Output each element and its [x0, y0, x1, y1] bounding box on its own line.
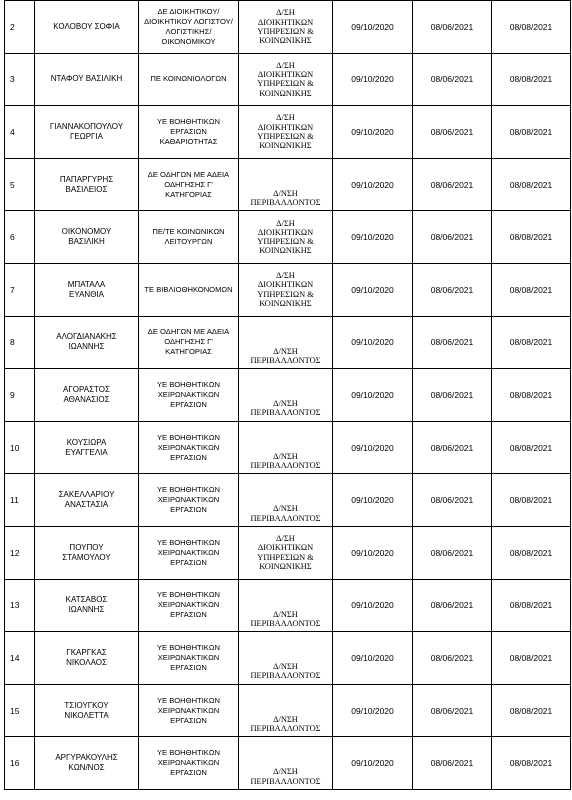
staff-table [4, 0, 571, 790]
row-number: 9 [10, 389, 15, 400]
row-number-cell [5, 474, 35, 527]
date-2-cell [413, 1, 492, 54]
date-1: 09/10/2020 [351, 442, 394, 453]
specialty-cell [139, 737, 239, 790]
name-cell [35, 106, 139, 159]
department-cell [239, 421, 333, 474]
department: Δ/ΣΗ ΔΙΟΙΚΗΤΙΚΩΝ ΥΠΗΡΕΣΙΩΝ & ΚΟΙΝΩΝΙΚΗΣ [257, 534, 314, 572]
date-1-cell [333, 579, 413, 632]
employee-name: ΑΡΓΥΡΑΚΟΥΛΗΣ ΚΩΝ/ΝΟΣ [55, 753, 118, 773]
specialty: ΔΕ ΟΔΗΓΩΝ ΜΕ ΑΔΕΙΑ ΟΔΗΓΗΣΗΣ Γ' ΚΑΤΗΓΟΡΙΑΣ [147, 169, 230, 199]
date-2-cell [413, 684, 492, 737]
department: Δ/ΝΣΗ ΠΕΡΙΒΑΛΛΟΝΤΟΣ [250, 346, 321, 365]
date-2: 08/06/2021 [430, 652, 474, 663]
name-cell [35, 316, 139, 369]
date-2: 08/06/2021 [430, 232, 474, 243]
specialty: ΥΕ ΒΟΗΘΗΤΙΚΩΝ ΧΕΙΡΩΝΑΚΤΙΚΩΝ ΕΡΓΑΣΙΩΝ [156, 537, 221, 567]
row-number: 8 [10, 337, 15, 348]
department-cell [239, 369, 333, 422]
department-cell [239, 211, 333, 264]
employee-name: ΣΑΚΕΛΛΑΡΙΟΥ ΑΝΑΣΤΑΣΙΑ [58, 490, 115, 510]
specialty-cell [139, 158, 239, 211]
date-3-cell [492, 1, 571, 54]
date-3-cell [492, 316, 571, 369]
row-number: 4 [10, 126, 15, 137]
specialty-cell [139, 106, 239, 159]
specialty-cell [139, 579, 239, 632]
date-1-cell [333, 316, 413, 369]
row-number-cell [5, 421, 35, 474]
date-3: 08/08/2021 [509, 232, 553, 243]
specialty-cell [139, 474, 239, 527]
name-cell [35, 1, 139, 54]
employee-name: ΤΣΙΟΥΓΚΟΥ ΝΙΚΟΛΕΤΤΑ [64, 700, 109, 720]
table-row [5, 158, 571, 211]
row-number: 2 [10, 21, 15, 32]
department: Δ/ΝΣΗ ΠΕΡΙΒΑΛΛΟΝΤΟΣ [250, 609, 321, 628]
date-3-cell [492, 211, 571, 264]
specialty: ΔΕ ΟΔΗΓΩΝ ΜΕ ΑΔΕΙΑ ΟΔΗΓΗΣΗΣ Γ' ΚΑΤΗΓΟΡΙΑΣ [147, 327, 230, 357]
department-cell [239, 263, 333, 316]
date-2-cell [413, 632, 492, 685]
row-number-cell [5, 211, 35, 264]
date-2: 08/06/2021 [430, 179, 474, 190]
date-3-cell [492, 53, 571, 106]
employee-name: ΚΟΥΣΙΩΡΑ ΕΥΑΓΓΕΛΙΑ [65, 437, 108, 457]
table-row [5, 1, 571, 54]
employee-name: ΓΚΑΡΓΚΑΣ ΝΙΚΟΛΑΟΣ [66, 647, 107, 667]
specialty-cell [139, 211, 239, 264]
department: Δ/ΝΣΗ ΠΕΡΙΒΑΛΛΟΝΤΟΣ [250, 767, 321, 786]
department-cell [239, 316, 333, 369]
row-number-cell [5, 579, 35, 632]
table-row [5, 53, 571, 106]
specialty: ΥΕ ΒΟΗΘΗΤΙΚΩΝ ΧΕΙΡΩΝΑΚΤΙΚΩΝ ΕΡΓΑΣΙΩΝ [156, 642, 221, 672]
specialty-cell [139, 632, 239, 685]
row-number-cell [5, 53, 35, 106]
date-3: 08/08/2021 [509, 337, 553, 348]
specialty: ΥΕ ΒΟΗΘΗΤΙΚΩΝ ΧΕΙΡΩΝΑΚΤΙΚΩΝ ΕΡΓΑΣΙΩΝ [156, 590, 221, 620]
name-cell [35, 632, 139, 685]
table-row [5, 316, 571, 369]
specialty: ΥΕ ΒΟΗΘΗΤΙΚΩΝ ΧΕΙΡΩΝΑΚΤΙΚΩΝ ΕΡΓΑΣΙΩΝ [156, 379, 221, 409]
employee-name: ΝΤΑΦΟΥ ΒΑΣΙΛΙΚΗ [50, 74, 123, 84]
date-2: 08/06/2021 [430, 284, 474, 295]
date-3: 08/08/2021 [509, 600, 553, 611]
table-body [5, 1, 571, 790]
date-3-cell [492, 579, 571, 632]
date-2-cell [413, 211, 492, 264]
employee-name: ΚΟΛΟΒΟΥ ΣΟΦΙΑ [53, 21, 120, 31]
row-number-cell [5, 632, 35, 685]
name-cell [35, 526, 139, 579]
date-3-cell [492, 263, 571, 316]
date-1-cell [333, 526, 413, 579]
department: Δ/ΝΣΗ ΠΕΡΙΒΑΛΛΟΝΤΟΣ [250, 662, 321, 681]
date-3-cell [492, 106, 571, 159]
date-1: 09/10/2020 [351, 126, 394, 137]
date-3-cell [492, 737, 571, 790]
date-1: 09/10/2020 [351, 389, 394, 400]
row-number-cell [5, 106, 35, 159]
row-number: 7 [10, 284, 15, 295]
table-row [5, 737, 571, 790]
date-3: 08/08/2021 [509, 442, 553, 453]
specialty-cell [139, 526, 239, 579]
date-1: 09/10/2020 [351, 758, 394, 769]
date-2-cell [413, 53, 492, 106]
date-3: 08/08/2021 [509, 495, 553, 506]
table-row [5, 263, 571, 316]
row-number-cell [5, 737, 35, 790]
employee-name: ΠΟΥΠΟΥ ΣΤΑΜΟΥΛΟΥ [62, 542, 111, 562]
date-1-cell [333, 421, 413, 474]
date-3: 08/08/2021 [509, 705, 553, 716]
specialty: ΔΕ ΔΙΟΙΚΗΤΙΚΟΥ/ ΔΙΟΙΚΗΤΙΚΟΥ ΛΟΓΙΣΤΟΥ/ ΛΟΓΙΣΤΙΚΗΣ/ ΟΙΚΟΝΟΜΙΚΟΥ [144, 6, 233, 46]
date-1: 09/10/2020 [351, 21, 394, 32]
table-row [5, 211, 571, 264]
specialty: ΥΕ ΒΟΗΘΗΤΙΚΩΝ ΧΕΙΡΩΝΑΚΤΙΚΩΝ ΕΡΓΑΣΙΩΝ [156, 432, 221, 462]
date-2: 08/06/2021 [430, 758, 474, 769]
date-1-cell [333, 53, 413, 106]
department-cell [239, 474, 333, 527]
department-cell [239, 632, 333, 685]
date-1: 09/10/2020 [351, 652, 394, 663]
date-2-cell [413, 316, 492, 369]
specialty-cell [139, 421, 239, 474]
date-2-cell [413, 526, 492, 579]
date-1-cell [333, 369, 413, 422]
employee-name: ΓΙΑΝΝΑΚΟΠΟΥΛΟΥ ΓΕΩΡΓΙΑ [49, 121, 124, 141]
date-1-cell [333, 106, 413, 159]
department-cell [239, 158, 333, 211]
table-row [5, 474, 571, 527]
date-1: 09/10/2020 [351, 547, 394, 558]
date-3-cell [492, 421, 571, 474]
date-2-cell [413, 421, 492, 474]
specialty-cell [139, 316, 239, 369]
name-cell [35, 53, 139, 106]
department-cell [239, 53, 333, 106]
date-3-cell [492, 632, 571, 685]
department-cell [239, 1, 333, 54]
name-cell [35, 369, 139, 422]
name-cell [35, 737, 139, 790]
date-3-cell [492, 526, 571, 579]
date-3-cell [492, 474, 571, 527]
row-number: 15 [10, 705, 20, 716]
table-row [5, 526, 571, 579]
date-3: 08/08/2021 [509, 179, 553, 190]
date-1-cell [333, 737, 413, 790]
date-2: 08/06/2021 [430, 705, 474, 716]
date-1-cell [333, 684, 413, 737]
table-row [5, 106, 571, 159]
name-cell [35, 211, 139, 264]
row-number: 10 [10, 442, 20, 453]
department-cell [239, 684, 333, 737]
date-1-cell [333, 158, 413, 211]
date-3: 08/08/2021 [509, 758, 553, 769]
date-2-cell [413, 158, 492, 211]
date-3: 08/08/2021 [509, 652, 553, 663]
date-2-cell [413, 369, 492, 422]
date-2: 08/06/2021 [430, 495, 474, 506]
department: Δ/ΝΣΗ ΠΕΡΙΒΑΛΛΟΝΤΟΣ [250, 451, 321, 471]
date-1-cell [333, 632, 413, 685]
table-row [5, 421, 571, 474]
department: Δ/ΝΣΗ ΠΕΡΙΒΑΛΛΟΝΤΟΣ [250, 188, 321, 208]
date-1: 09/10/2020 [351, 495, 394, 506]
row-number-cell [5, 369, 35, 422]
department-cell [239, 526, 333, 579]
date-1: 09/10/2020 [351, 600, 394, 611]
date-1-cell [333, 263, 413, 316]
specialty: ΥΕ ΒΟΗΘΗΤΙΚΩΝ ΧΕΙΡΩΝΑΚΤΙΚΩΝ ΕΡΓΑΣΙΩΝ [156, 485, 221, 515]
date-3: 08/08/2021 [509, 284, 553, 295]
name-cell [35, 158, 139, 211]
employee-name: ΑΓΟΡΑΣΤΟΣ ΑΘΑΝΑΣΙΟΣ [63, 384, 110, 404]
date-1: 09/10/2020 [351, 232, 394, 243]
row-number: 12 [10, 547, 20, 558]
date-2-cell [413, 106, 492, 159]
specialty: ΥΕ ΒΟΗΘΗΤΙΚΩΝ ΧΕΙΡΩΝΑΚΤΙΚΩΝ ΕΡΓΑΣΙΩΝ [156, 695, 221, 725]
date-3: 08/08/2021 [509, 547, 553, 558]
date-3: 08/08/2021 [509, 21, 553, 32]
department-cell [239, 579, 333, 632]
date-1: 09/10/2020 [351, 284, 394, 295]
date-3: 08/08/2021 [509, 389, 553, 400]
row-number-cell [5, 526, 35, 579]
date-3-cell [492, 369, 571, 422]
date-1: 09/10/2020 [351, 74, 394, 85]
employee-name: ΑΛΟΓΔΙΑΝΑΚΗΣ ΙΩΑΝΝΗΣ [56, 332, 117, 352]
specialty-cell [139, 369, 239, 422]
specialty: ΥΕ ΒΟΗΘΗΤΙΚΩΝ ΧΕΙΡΩΝΑΚΤΙΚΩΝ ΕΡΓΑΣΙΩΝ [156, 748, 221, 778]
name-cell [35, 263, 139, 316]
employee-name: ΠΑΠΑΡΓΥΡΗΣ ΒΑΣΙΛΕΙΟΣ [59, 174, 114, 194]
date-1: 09/10/2020 [351, 179, 394, 190]
specialty: ΥΕ ΒΟΗΘΗΤΙΚΩΝ ΕΡΓΑΣΙΩΝ ΚΑΘΑΡΙΟΤΗΤΑΣ [156, 116, 221, 146]
row-number: 5 [10, 179, 15, 190]
date-1-cell [333, 1, 413, 54]
date-2: 08/06/2021 [430, 74, 474, 85]
date-1-cell [333, 474, 413, 527]
row-number-cell [5, 158, 35, 211]
employee-name: ΟΙΚΟΝΟΜΟΥ ΒΑΣΙΛΙΚΗ [61, 227, 112, 247]
row-number-cell [5, 684, 35, 737]
date-2: 08/06/2021 [430, 442, 474, 453]
row-number: 6 [10, 232, 15, 243]
department: Δ/ΝΣΗ ΠΕΡΙΒΑΛΛΟΝΤΟΣ [250, 399, 321, 418]
employee-name: ΜΠΑΤΑΛΑ ΕΥΑΝΘΙΑ [67, 279, 106, 299]
row-number: 13 [10, 600, 20, 611]
table-row [5, 632, 571, 685]
specialty-cell [139, 53, 239, 106]
specialty-cell [139, 263, 239, 316]
employee-name: ΚΑΤΣΑΒΟΣ ΙΩΑΝΝΗΣ [65, 595, 108, 615]
department: Δ/ΣΗ ΔΙΟΙΚΗΤΙΚΩΝ ΥΠΗΡΕΣΙΩΝ & ΚΟΙΝΩΝΙΚΗΣ [257, 218, 314, 256]
date-2: 08/06/2021 [430, 337, 474, 348]
table-row [5, 369, 571, 422]
date-2: 08/06/2021 [430, 600, 474, 611]
date-2-cell [413, 263, 492, 316]
department: Δ/ΣΗ ΔΙΟΙΚΗΤΙΚΩΝ ΥΠΗΡΕΣΙΩΝ & ΚΟΙΝΩΝΙΚΗΣ [257, 60, 314, 98]
specialty: ΠΕ ΚΟΙΝΩΝΙΟΛΟΓΩΝ [150, 74, 227, 84]
date-1: 09/10/2020 [351, 705, 394, 716]
specialty-cell [139, 684, 239, 737]
row-number: 16 [10, 758, 20, 769]
date-2: 08/06/2021 [430, 389, 474, 400]
name-cell [35, 579, 139, 632]
date-2-cell [413, 737, 492, 790]
date-3-cell [492, 158, 571, 211]
row-number: 14 [10, 652, 20, 663]
date-3: 08/08/2021 [509, 74, 553, 85]
department: Δ/ΝΣΗ ΠΕΡΙΒΑΛΛΟΝΤΟΣ [250, 504, 321, 523]
department: Δ/ΣΗ ΔΙΟΙΚΗΤΙΚΩΝ ΥΠΗΡΕΣΙΩΝ & ΚΟΙΝΩΝΙΚΗΣ [257, 271, 314, 309]
row-number-cell [5, 1, 35, 54]
name-cell [35, 474, 139, 527]
specialty: ΤΕ ΒΙΒΛΙΟΘΗΚΟΝΟΜΩΝ [144, 284, 233, 294]
row-number: 11 [10, 495, 19, 506]
date-2: 08/06/2021 [430, 547, 474, 558]
row-number-cell [5, 316, 35, 369]
department: Δ/ΝΣΗ ΠΕΡΙΒΑΛΛΟΝΤΟΣ [250, 714, 321, 734]
date-2: 08/06/2021 [430, 126, 474, 137]
specialty-cell [139, 1, 239, 54]
date-2: 08/06/2021 [430, 21, 474, 32]
date-2-cell [413, 579, 492, 632]
date-1-cell [333, 211, 413, 264]
row-number: 3 [10, 74, 15, 85]
date-2-cell [413, 474, 492, 527]
date-1: 09/10/2020 [351, 337, 394, 348]
department-cell [239, 737, 333, 790]
table-row [5, 684, 571, 737]
name-cell [35, 421, 139, 474]
department: Δ/ΣΗ ΔΙΟΙΚΗΤΙΚΩΝ ΥΠΗΡΕΣΙΩΝ & ΚΟΙΝΩΝΙΚΗΣ [257, 113, 314, 151]
date-3-cell [492, 684, 571, 737]
row-number-cell [5, 263, 35, 316]
specialty: ΠΕ/ΤΕ ΚΟΙΝΩΝΙΚΩΝ ΛΕΙΤΟΥΡΓΩΝ [152, 227, 225, 247]
name-cell [35, 684, 139, 737]
date-3: 08/08/2021 [509, 126, 553, 137]
department: Δ/ΣΗ ΔΙΟΙΚΗΤΙΚΩΝ ΥΠΗΡΕΣΙΩΝ & ΚΟΙΝΩΝΙΚΗΣ [257, 8, 314, 46]
department-cell [239, 106, 333, 159]
table-row [5, 579, 571, 632]
